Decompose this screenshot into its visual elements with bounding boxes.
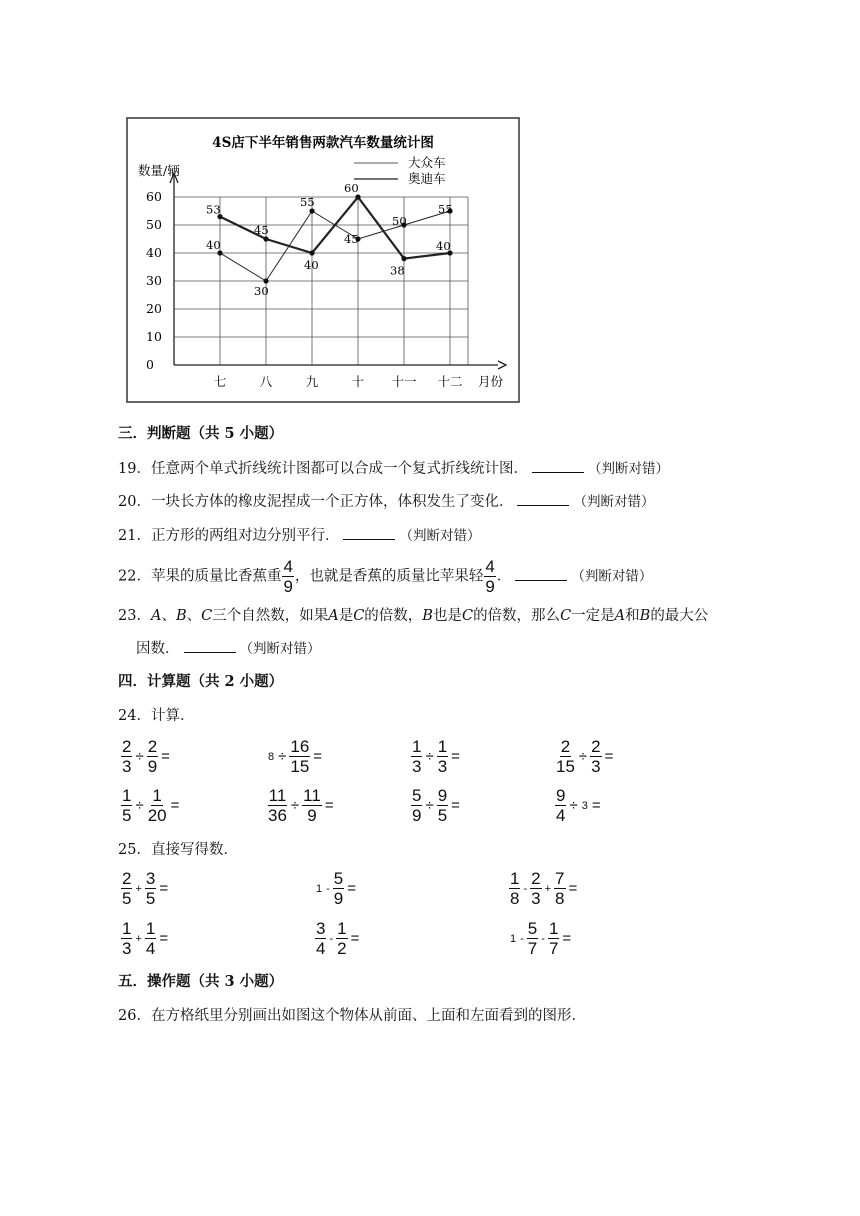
data-label: 40	[436, 239, 451, 253]
line-chart	[126, 117, 520, 403]
x-tick-label: 八	[259, 374, 273, 389]
data-label: 60	[344, 181, 359, 195]
data-point	[355, 194, 360, 199]
answer-blank-21[interactable]	[343, 525, 395, 540]
y-tick-label: 40	[146, 245, 162, 260]
data-label: 45	[344, 232, 359, 246]
x-tick-label: 七	[213, 374, 227, 389]
expr-24-5: $\frac{1}{5}$ ÷ $\frac{1}{20}$ =	[122, 786, 180, 825]
data-point	[263, 236, 268, 241]
y-tick-label: 60	[146, 189, 162, 204]
expr-25-6: 1 - $\frac{5}{7}$ - $\frac{1}{7}$ =	[510, 919, 572, 958]
question-21-text: 21．正方形的两组对边分别平行．	[118, 528, 340, 544]
question-25: 25．直接写得数．	[118, 842, 238, 858]
x-tick-label: 十	[351, 374, 365, 389]
expr-25-5: $\frac{3}{4}$ - $\frac{1}{2}$ =	[316, 919, 360, 958]
data-point	[263, 278, 268, 283]
y-tick-label: 50	[146, 217, 162, 232]
question-19	[118, 458, 669, 479]
expr-24-1: $\frac{2}{3}$ ÷ $\frac{2}{9}$ =	[122, 737, 170, 776]
y-tick-label: 30	[146, 273, 162, 288]
x-tick-label: 九	[305, 374, 319, 389]
question-22-part-b: ，也就是香蕉的质量比苹果轻	[294, 568, 484, 585]
question-21	[118, 525, 480, 546]
question-26: 26．在方格纸里分别画出如图这个物体从前面、上面和左面看到的图形．	[118, 1008, 586, 1024]
question-22-hint: （判断对错）	[571, 568, 653, 585]
legend-label: 奥迪车	[408, 171, 446, 186]
x-tick-label: 十二	[437, 374, 463, 389]
data-label: 40	[206, 238, 221, 252]
answer-blank-22[interactable]	[515, 566, 567, 581]
x-axis-label: 月份	[478, 374, 504, 389]
y-tick-label: 0	[146, 357, 154, 372]
answer-blank-23[interactable]	[184, 638, 236, 653]
question-24: 24．计算．	[118, 708, 195, 724]
expr-24-6: $\frac{11}{36}$ ÷ $\frac{11}{9}$ =	[268, 786, 334, 825]
chart-frame	[127, 118, 519, 402]
data-label: 38	[390, 263, 405, 278]
expr-25-4: $\frac{1}{3}$ + $\frac{1}{4}$ =	[122, 919, 169, 958]
data-label: 30	[254, 284, 269, 298]
data-label: 55	[300, 195, 315, 209]
question-20-hint: （判断对错）	[573, 494, 655, 510]
section4-title: 四．计算题（共 2 小题）	[118, 673, 284, 690]
y-tick-label: 10	[146, 329, 162, 344]
question-20-text: 20．一块长方体的橡皮泥捏成一个正方体，体积发生了变化．	[118, 494, 514, 510]
expr-25-2: 1 - $\frac{5}{9}$ =	[316, 869, 357, 908]
expr-24-4: $\frac{2}{15}$ ÷ $\frac{2}{3}$ =	[556, 737, 614, 776]
question-23-hint: （判断对错）	[239, 641, 321, 657]
section3-title: 三．判断题（共 5 小题）	[118, 425, 284, 442]
question-23-line2: 因数． （判断对错）	[136, 638, 321, 659]
data-label: 40	[304, 258, 319, 272]
question-19-hint: （判断对错）	[587, 461, 669, 477]
data-point	[401, 256, 406, 261]
expr-24-2: 8 ÷ $\frac{16}{15}$ =	[268, 737, 323, 776]
question-20	[118, 491, 654, 512]
expr-25-1: $\frac{2}{5}$ + $\frac{3}{5}$ =	[122, 869, 169, 908]
question-22: 22．苹果的质量比香蕉重 $\frac{4}{9}$ ，也就是香蕉的质量比苹果轻 $\frac{4}{9}$ ． （判断对错）	[118, 557, 653, 596]
data-label: 50	[392, 214, 407, 228]
data-point	[309, 208, 314, 213]
x-tick-label: 十一	[391, 374, 417, 389]
question-21-hint: （判断对错）	[399, 528, 481, 544]
expr-25-3: $\frac{1}{8}$ - $\frac{2}{3}$ + $\frac{7}{8}$ =	[510, 869, 578, 908]
data-point	[309, 250, 314, 255]
data-label: 53	[206, 202, 221, 217]
y-axis-label: 数量/辆	[138, 163, 180, 178]
data-label: 45	[254, 223, 269, 237]
fraction-4-9: $\frac{4}{9}$	[283, 557, 293, 596]
answer-blank-20[interactable]	[517, 491, 569, 506]
y-tick-label: 20	[146, 301, 162, 316]
question-19-text: 19．任意两个单式折线统计图都可以合成一个复式折线统计图．	[118, 461, 528, 477]
expr-24-8: $\frac{9}{4}$ ÷ 3 =	[556, 786, 601, 825]
expr-24-3: $\frac{1}{3}$ ÷ $\frac{1}{3}$ =	[412, 737, 460, 776]
question-22-part-a: 22．苹果的质量比香蕉重	[118, 568, 282, 585]
question-23: 23．A、B、C三个自然数，如果A是C的倍数，B也是C的倍数，那么C一定是A和B的最大公	[118, 608, 709, 624]
section5-title: 五．操作题（共 3 小题）	[118, 973, 284, 990]
data-label: 55	[438, 202, 453, 216]
answer-blank-19[interactable]	[532, 458, 584, 473]
fraction-4-9: $\frac{4}{9}$	[485, 557, 495, 596]
legend-label: 大众车	[408, 155, 446, 170]
expr-24-7: $\frac{5}{9}$ ÷ $\frac{9}{5}$ =	[412, 786, 460, 825]
chart-title: 4S店下半年销售两款汽车数量统计图	[212, 135, 434, 151]
